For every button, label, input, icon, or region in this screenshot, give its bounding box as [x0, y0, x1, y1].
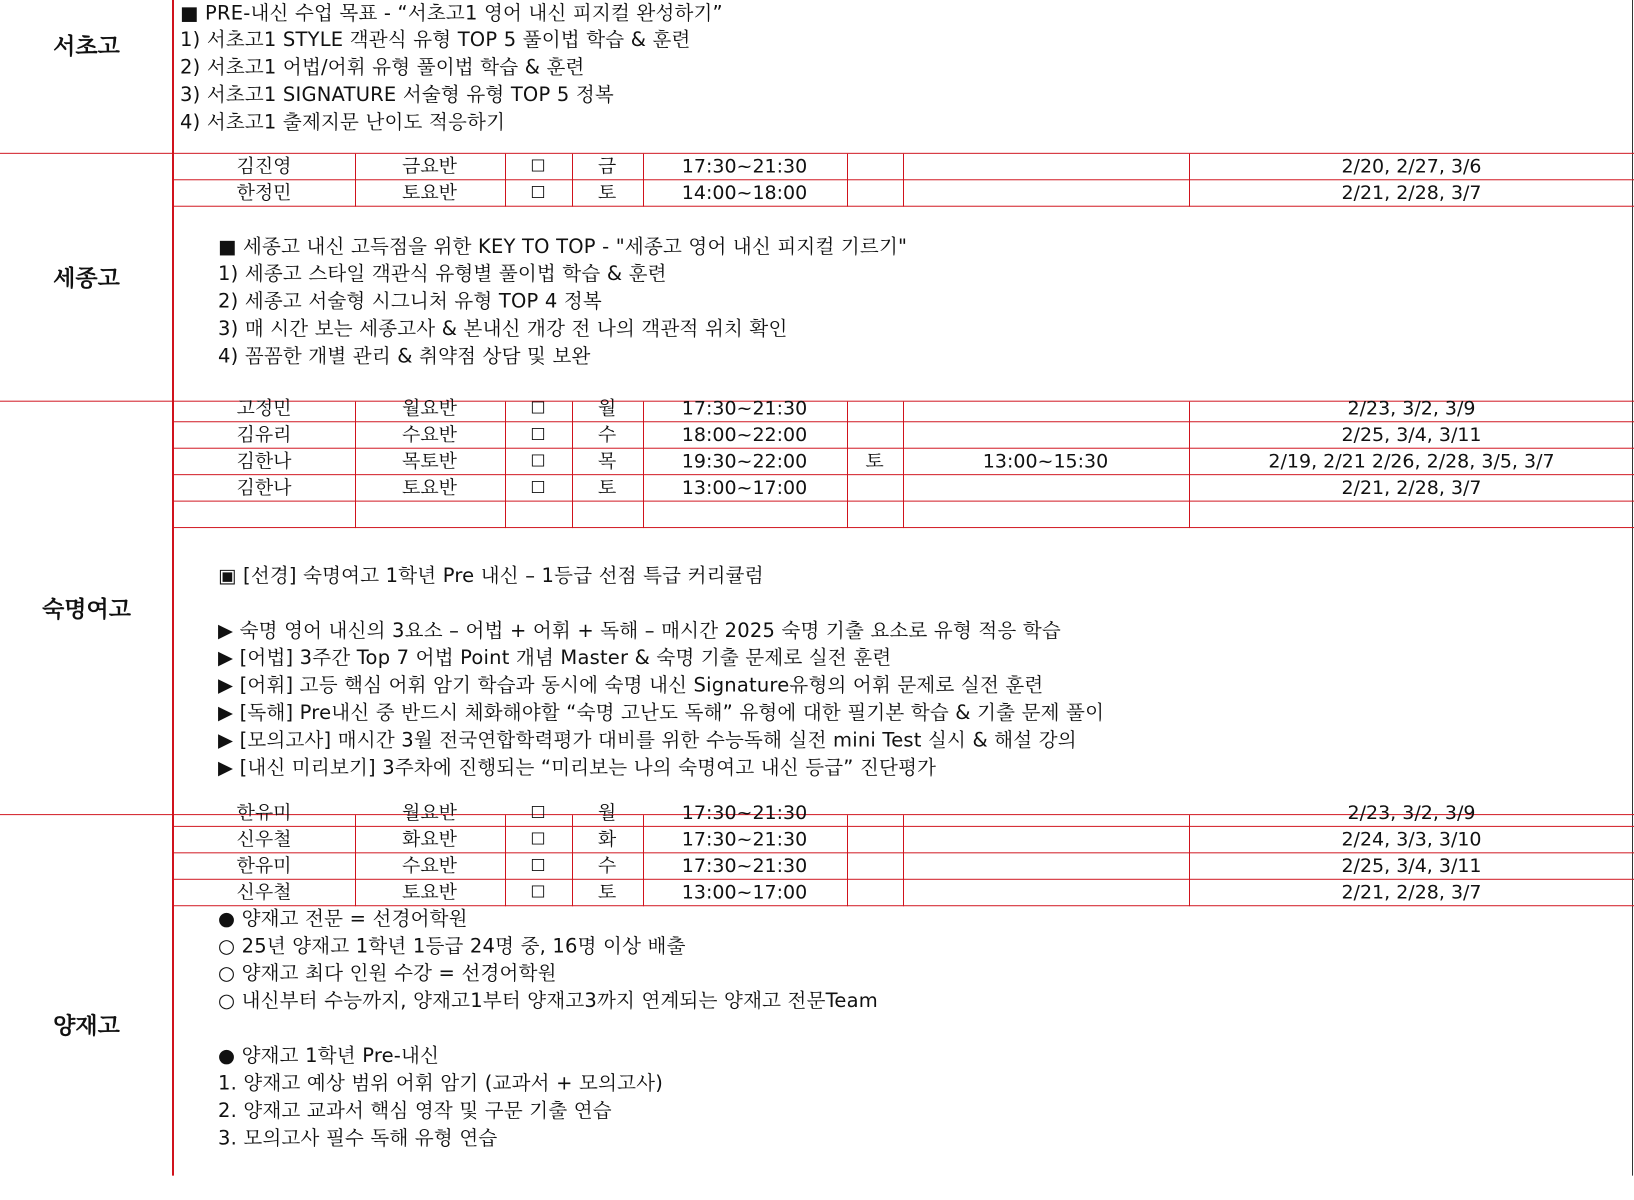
- description-line: 1. 양재고 예상 범위 어휘 암기 (교과서 + 모의고사): [218, 1071, 664, 1095]
- class-name: 토요반: [401, 182, 458, 204]
- grid-line: [572, 815, 573, 906]
- class-dates: 2/21, 2/28, 3/7: [1341, 477, 1482, 499]
- description-line: 4) 꼼꼼한 개별 관리 & 취약점 상담 및 보완: [218, 344, 591, 368]
- table-row: [174, 502, 1634, 528]
- class-time: 17:30~21:30: [681, 802, 808, 824]
- extra-day: [847, 396, 902, 422]
- description-line: 2) 서초고1 어법/어휘 유형 풀이법 학습 & 훈련: [180, 55, 585, 79]
- table-row: [174, 180, 1634, 206]
- teacher-name: [174, 502, 354, 528]
- description-line: ▶ [어법] 3주간 Top 7 어법 Point 개념 Master & 숙명 기출 문제로 실전 훈련: [218, 646, 892, 670]
- teacher-name: 한유미: [236, 855, 292, 877]
- class-dates: 2/19, 2/21 2/26, 2/28, 3/5, 3/7: [1268, 450, 1555, 473]
- description-line: ▶ [모의고사] 매시간 3월 전국연합학력평가 대비를 위한 수능독해 실전 mini Test 실시 & 해설 강의: [218, 728, 1077, 752]
- description-line: 1) 세종고 스타일 객관식 유형별 풀이법 학습 & 훈련: [218, 262, 667, 286]
- grid-line: [903, 815, 904, 906]
- enroll-checkbox[interactable]: ☐: [530, 156, 546, 177]
- grid-line: [355, 154, 356, 207]
- grid-line: [847, 815, 848, 906]
- enroll-checkbox[interactable]: ☐: [530, 829, 546, 850]
- class-time: 17:30~21:30: [681, 828, 808, 851]
- extra-day: [847, 475, 902, 501]
- grid-line: [505, 815, 506, 906]
- teacher-name: 김진영: [236, 155, 292, 178]
- description-line: ▶ [내신 미리보기] 3주차에 진행되는 “미리보는 나의 숙명여고 내신 등급” 진단평가: [218, 756, 937, 779]
- grid-line: [903, 154, 904, 207]
- enroll-checkbox[interactable]: [505, 502, 571, 528]
- teacher-name: 김한나: [236, 477, 292, 499]
- school-name: 세종고: [53, 265, 120, 292]
- extra-day: [847, 502, 902, 528]
- description-line: ■ PRE-내신 수업 목표 - “서초고1 영어 내신 피지컬 완성하기”: [180, 1, 723, 25]
- class-name: 월요반: [401, 397, 458, 420]
- extra-time: [903, 880, 1188, 906]
- class-dates: 2/23, 3/2, 3/9: [1347, 397, 1476, 420]
- grid-line: [847, 154, 848, 207]
- grid-line: [174, 179, 1634, 180]
- description-line: ▶ 숙명 영어 내신의 3요소 – 어법 + 어휘 + 독해 – 매시간 2025 숙명 기출 요소로 유형 적응 학습: [218, 619, 1061, 642]
- description-line: 4) 서초고1 출제지문 난이도 적응하기: [180, 110, 506, 134]
- class-day: 수: [597, 424, 617, 446]
- grid-line: [174, 826, 1634, 827]
- extra-time: [903, 396, 1188, 422]
- grid-line: [174, 448, 1634, 449]
- class-day: 토: [597, 881, 617, 904]
- grid-line: [847, 402, 848, 528]
- table-row: [174, 853, 1634, 879]
- class-dates: 2/21, 2/28, 3/7: [1341, 182, 1482, 204]
- class-name: 금요반: [401, 155, 458, 178]
- description-line: 3) 매 시간 보는 세종고사 & 본내신 개강 전 나의 객관적 위치 확인: [218, 317, 788, 340]
- grid-line: [572, 154, 573, 207]
- grid-line: [174, 501, 1634, 502]
- class-time: 14:00~18:00: [681, 182, 808, 204]
- table-row: [174, 800, 1634, 826]
- enroll-checkbox[interactable]: ☐: [530, 882, 546, 903]
- grid-line: [174, 852, 1634, 853]
- teacher-name: 한정민: [236, 182, 292, 204]
- description-line: 2) 세종고 서술형 시그니처 유형 TOP 4 정복: [218, 289, 602, 313]
- class-day: 토: [597, 477, 617, 499]
- enroll-checkbox[interactable]: ☐: [530, 856, 546, 876]
- description-line: 2. 양재고 교과서 핵심 영작 및 구문 기출 연습: [218, 1099, 612, 1122]
- grid-line: [643, 154, 644, 207]
- school-name: 숙명여고: [42, 597, 131, 623]
- description-line: ▶ [독해] Pre내신 중 반드시 체화해야할 “숙명 고난도 독해” 유형에 대한 필기본 학습 & 기출 문제 풀이: [218, 701, 1105, 724]
- class-time: 17:30~21:30: [681, 397, 808, 420]
- table-row: [174, 475, 1634, 501]
- extra-time: [903, 502, 1188, 528]
- enroll-checkbox[interactable]: ☐: [530, 451, 546, 472]
- table-row: [174, 449, 1634, 475]
- class-name: 월요반: [401, 802, 458, 824]
- class-dates: 2/25, 3/4, 3/11: [1341, 424, 1482, 446]
- description-line: ○ 25년 양재고 1학년 1등급 24명 중, 16명 이상 배출: [218, 934, 686, 958]
- teacher-name: 고정민: [236, 397, 292, 420]
- yangjae-description: [174, 906, 1634, 1200]
- enroll-checkbox[interactable]: ☐: [530, 803, 546, 823]
- table-row: [174, 422, 1634, 448]
- class-day: 월: [597, 397, 617, 420]
- class-day: 목: [597, 450, 617, 473]
- enroll-checkbox[interactable]: ☐: [530, 398, 546, 419]
- extra-day: [847, 180, 902, 206]
- teacher-name: 김한나: [236, 450, 292, 473]
- extra-time: [903, 800, 1188, 826]
- extra-day: [847, 422, 902, 448]
- class-name: 수요반: [401, 855, 458, 877]
- class-time: 17:30~21:30: [681, 155, 808, 178]
- description-line: ○ 양재고 최다 인원 수강 = 선경어학원: [218, 962, 557, 985]
- class-day: 월: [597, 802, 617, 824]
- grid-line: [505, 154, 506, 207]
- school-name: 양재고: [53, 1013, 120, 1039]
- class-day: [572, 502, 642, 528]
- enroll-checkbox[interactable]: ☐: [530, 183, 546, 203]
- description-line: ○ 내신부터 수능까지, 양재고1부터 양재고3까지 연계되는 양재고 전문Team: [218, 989, 878, 1013]
- table-row: [174, 880, 1634, 906]
- grid-line: [1189, 402, 1190, 528]
- grid-line: [903, 402, 904, 528]
- description-line: ▶ [어휘] 고등 핵심 어휘 암기 학습과 동시에 숙명 내신 Signature유형의 어휘 문제로 실전 훈련: [218, 674, 1044, 697]
- class-time: 13:00~17:00: [681, 881, 808, 904]
- class-dates: 2/20, 2/27, 3/6: [1341, 155, 1482, 178]
- teacher-name: 신우철: [236, 881, 292, 904]
- extra-time: [903, 422, 1188, 448]
- grid-line: [174, 421, 1634, 422]
- class-day: 수: [597, 855, 617, 877]
- grid-line: [643, 815, 644, 906]
- table-row: [174, 827, 1634, 853]
- class-time: 13:00~17:00: [681, 477, 808, 499]
- description-line: ● 양재고 1학년 Pre-내신: [218, 1044, 440, 1067]
- extra-day: [847, 827, 902, 853]
- enroll-checkbox[interactable]: ☐: [530, 425, 546, 445]
- extra-time: [903, 154, 1188, 180]
- grid-line: [355, 402, 356, 528]
- description-line: 3) 서초고1 SIGNATURE 서술형 유형 TOP 5 정복: [180, 83, 614, 106]
- class-dates: 2/23, 3/2, 3/9: [1347, 802, 1476, 824]
- class-time: 19:30~22:00: [681, 450, 808, 473]
- table-row: [174, 154, 1634, 180]
- extra-day: [847, 853, 902, 879]
- class-dates: 2/25, 3/4, 3/11: [1341, 855, 1482, 877]
- class-name: 수요반: [401, 424, 458, 446]
- class-name: 목토반: [401, 450, 458, 473]
- extra-day: [847, 880, 902, 906]
- class-dates: [1189, 502, 1634, 528]
- grid-line: [1189, 815, 1190, 906]
- grid-line: [174, 879, 1634, 880]
- extra-time: [903, 180, 1188, 206]
- class-time: [643, 502, 846, 528]
- sejong-description: [174, 207, 1634, 401]
- description-line: ■ 세종고 내신 고득점을 위한 KEY TO TOP - "세종고 영어 내신 피지컬 기르기": [218, 235, 908, 258]
- extra-time: [903, 475, 1188, 501]
- class-day: 화: [597, 828, 617, 851]
- enroll-checkbox[interactable]: ☐: [530, 478, 546, 498]
- extra-day: [847, 154, 902, 180]
- seocho-description: [174, 0, 1634, 153]
- grid-line: [643, 402, 644, 528]
- grid-line: [572, 402, 573, 528]
- grid-line: [505, 402, 506, 528]
- extra-day: [847, 800, 902, 826]
- class-name: 화요반: [401, 828, 458, 851]
- teacher-name: 한유미: [236, 802, 292, 824]
- class-dates: 2/21, 2/28, 3/7: [1341, 881, 1482, 904]
- table-row: [174, 396, 1634, 422]
- grid-line: [1189, 154, 1190, 207]
- class-time: 17:30~21:30: [681, 855, 808, 877]
- class-day: 금: [597, 155, 617, 178]
- class-name: [355, 502, 504, 528]
- description-line: 3. 모의고사 필수 독해 유형 연습: [218, 1126, 498, 1150]
- extra-day: 토: [865, 450, 884, 473]
- grid-line: [174, 474, 1634, 475]
- class-time: 18:00~22:00: [681, 424, 808, 446]
- description-line: ▣ [선경] 숙명여고 1학년 Pre 내신 – 1등급 선점 특급 커리큘럼: [218, 564, 764, 587]
- extra-time: [903, 827, 1188, 853]
- teacher-name: 김유리: [236, 424, 292, 446]
- school-name: 서초고: [53, 33, 120, 60]
- class-dates: 2/24, 3/3, 3/10: [1341, 828, 1482, 851]
- class-day: 토: [597, 182, 617, 204]
- class-name: 토요반: [401, 881, 458, 904]
- teacher-name: 신우철: [236, 828, 292, 851]
- description-line: 1) 서초고1 STYLE 객관식 유형 TOP 5 풀이법 학습 & 훈련: [180, 28, 691, 51]
- sookmyung-description: [174, 528, 1634, 814]
- grid-line: [355, 815, 356, 906]
- description-line: ● 양재고 전문 = 선경어학원: [218, 907, 468, 930]
- extra-time: [903, 853, 1188, 879]
- class-name: 토요반: [401, 477, 458, 499]
- extra-time: 13:00~15:30: [982, 450, 1109, 473]
